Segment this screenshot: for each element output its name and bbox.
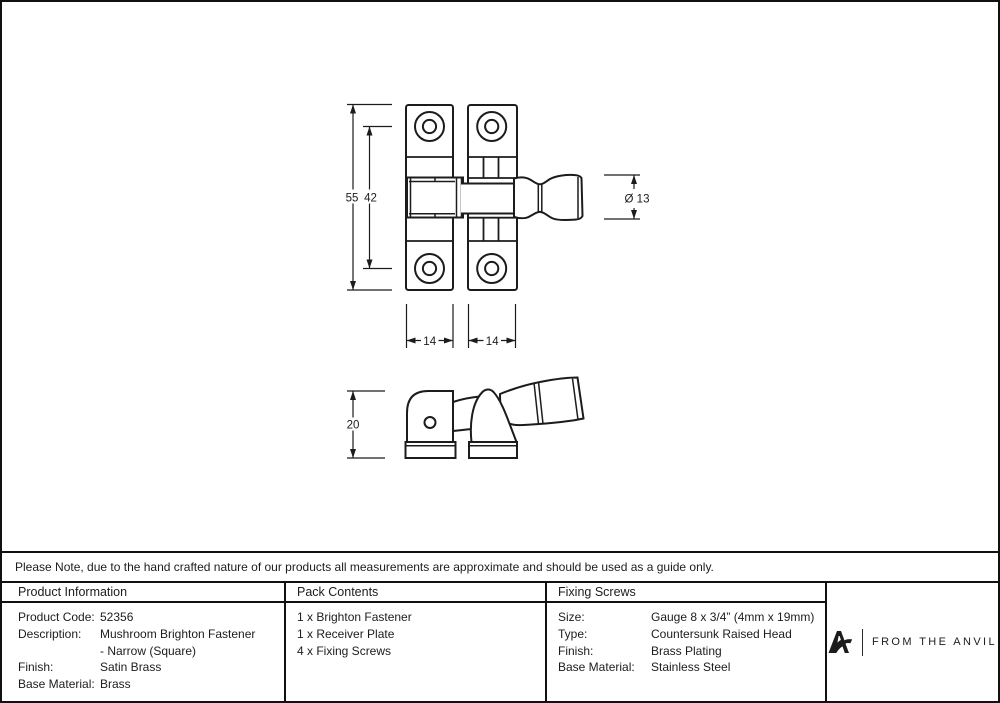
latch-arm <box>461 184 514 214</box>
dim-receiver-plate-width: 14 <box>485 336 499 348</box>
table-row: - Narrow (Square) <box>100 643 197 658</box>
table-row: Size: Gauge 8 x 3/4” (4mm x 19mm) <box>558 610 815 624</box>
table-row: Finish: Satin Brass <box>18 660 162 675</box>
fixing-screws-header: Fixing Screws <box>547 583 825 603</box>
front-view-drawing <box>406 105 583 290</box>
mushroom-knob <box>514 175 583 220</box>
dim-depth: 20 <box>346 419 360 432</box>
info-table <box>2 583 998 701</box>
table-row: Base Material: Brass <box>18 677 131 692</box>
table-row: Type: Countersunk Raised Head <box>558 626 792 641</box>
latch-housing <box>407 178 463 218</box>
brand-wordmark: FROM THE ANVIL <box>871 636 998 648</box>
measurement-note <box>2 551 998 583</box>
product-information-header: Product Information <box>2 583 284 603</box>
note-text: Please Note, due to the hand crafted nature of our products all measurements are approximate and should be used as a guide only. <box>15 560 714 574</box>
list-item: 1 x Receiver Plate <box>297 626 395 641</box>
logo-divider <box>862 629 863 656</box>
list-item: 1 x Brighton Fastener <box>297 610 412 624</box>
dim-fastener-plate-width: 14 <box>423 336 437 348</box>
dim-knob-diameter: Ø 13 <box>624 193 650 206</box>
table-row: Description: Mushroom Brighton Fastener <box>18 626 256 641</box>
anvil-a-icon <box>828 631 853 654</box>
table-row: Base Material: Stainless Steel <box>558 660 731 675</box>
side-view-dimensions <box>344 391 386 458</box>
pack-contents-section <box>284 583 545 701</box>
from-the-anvil-logo <box>828 629 997 656</box>
list-item: 4 x Fixing Screws <box>297 643 392 658</box>
dim-hole-centres: 42 <box>364 192 377 205</box>
product-information-section <box>2 583 284 701</box>
dim-overall-height: 55 <box>345 192 359 205</box>
table-row: Finish: Brass Plating <box>558 643 722 658</box>
pack-contents-header: Pack Contents <box>286 583 545 603</box>
brand-cell <box>825 583 998 701</box>
fixing-screws-section <box>545 583 825 701</box>
side-view-drawing <box>406 378 584 459</box>
table-row: Product Code: 52356 <box>18 610 134 624</box>
knob-side <box>500 378 584 426</box>
